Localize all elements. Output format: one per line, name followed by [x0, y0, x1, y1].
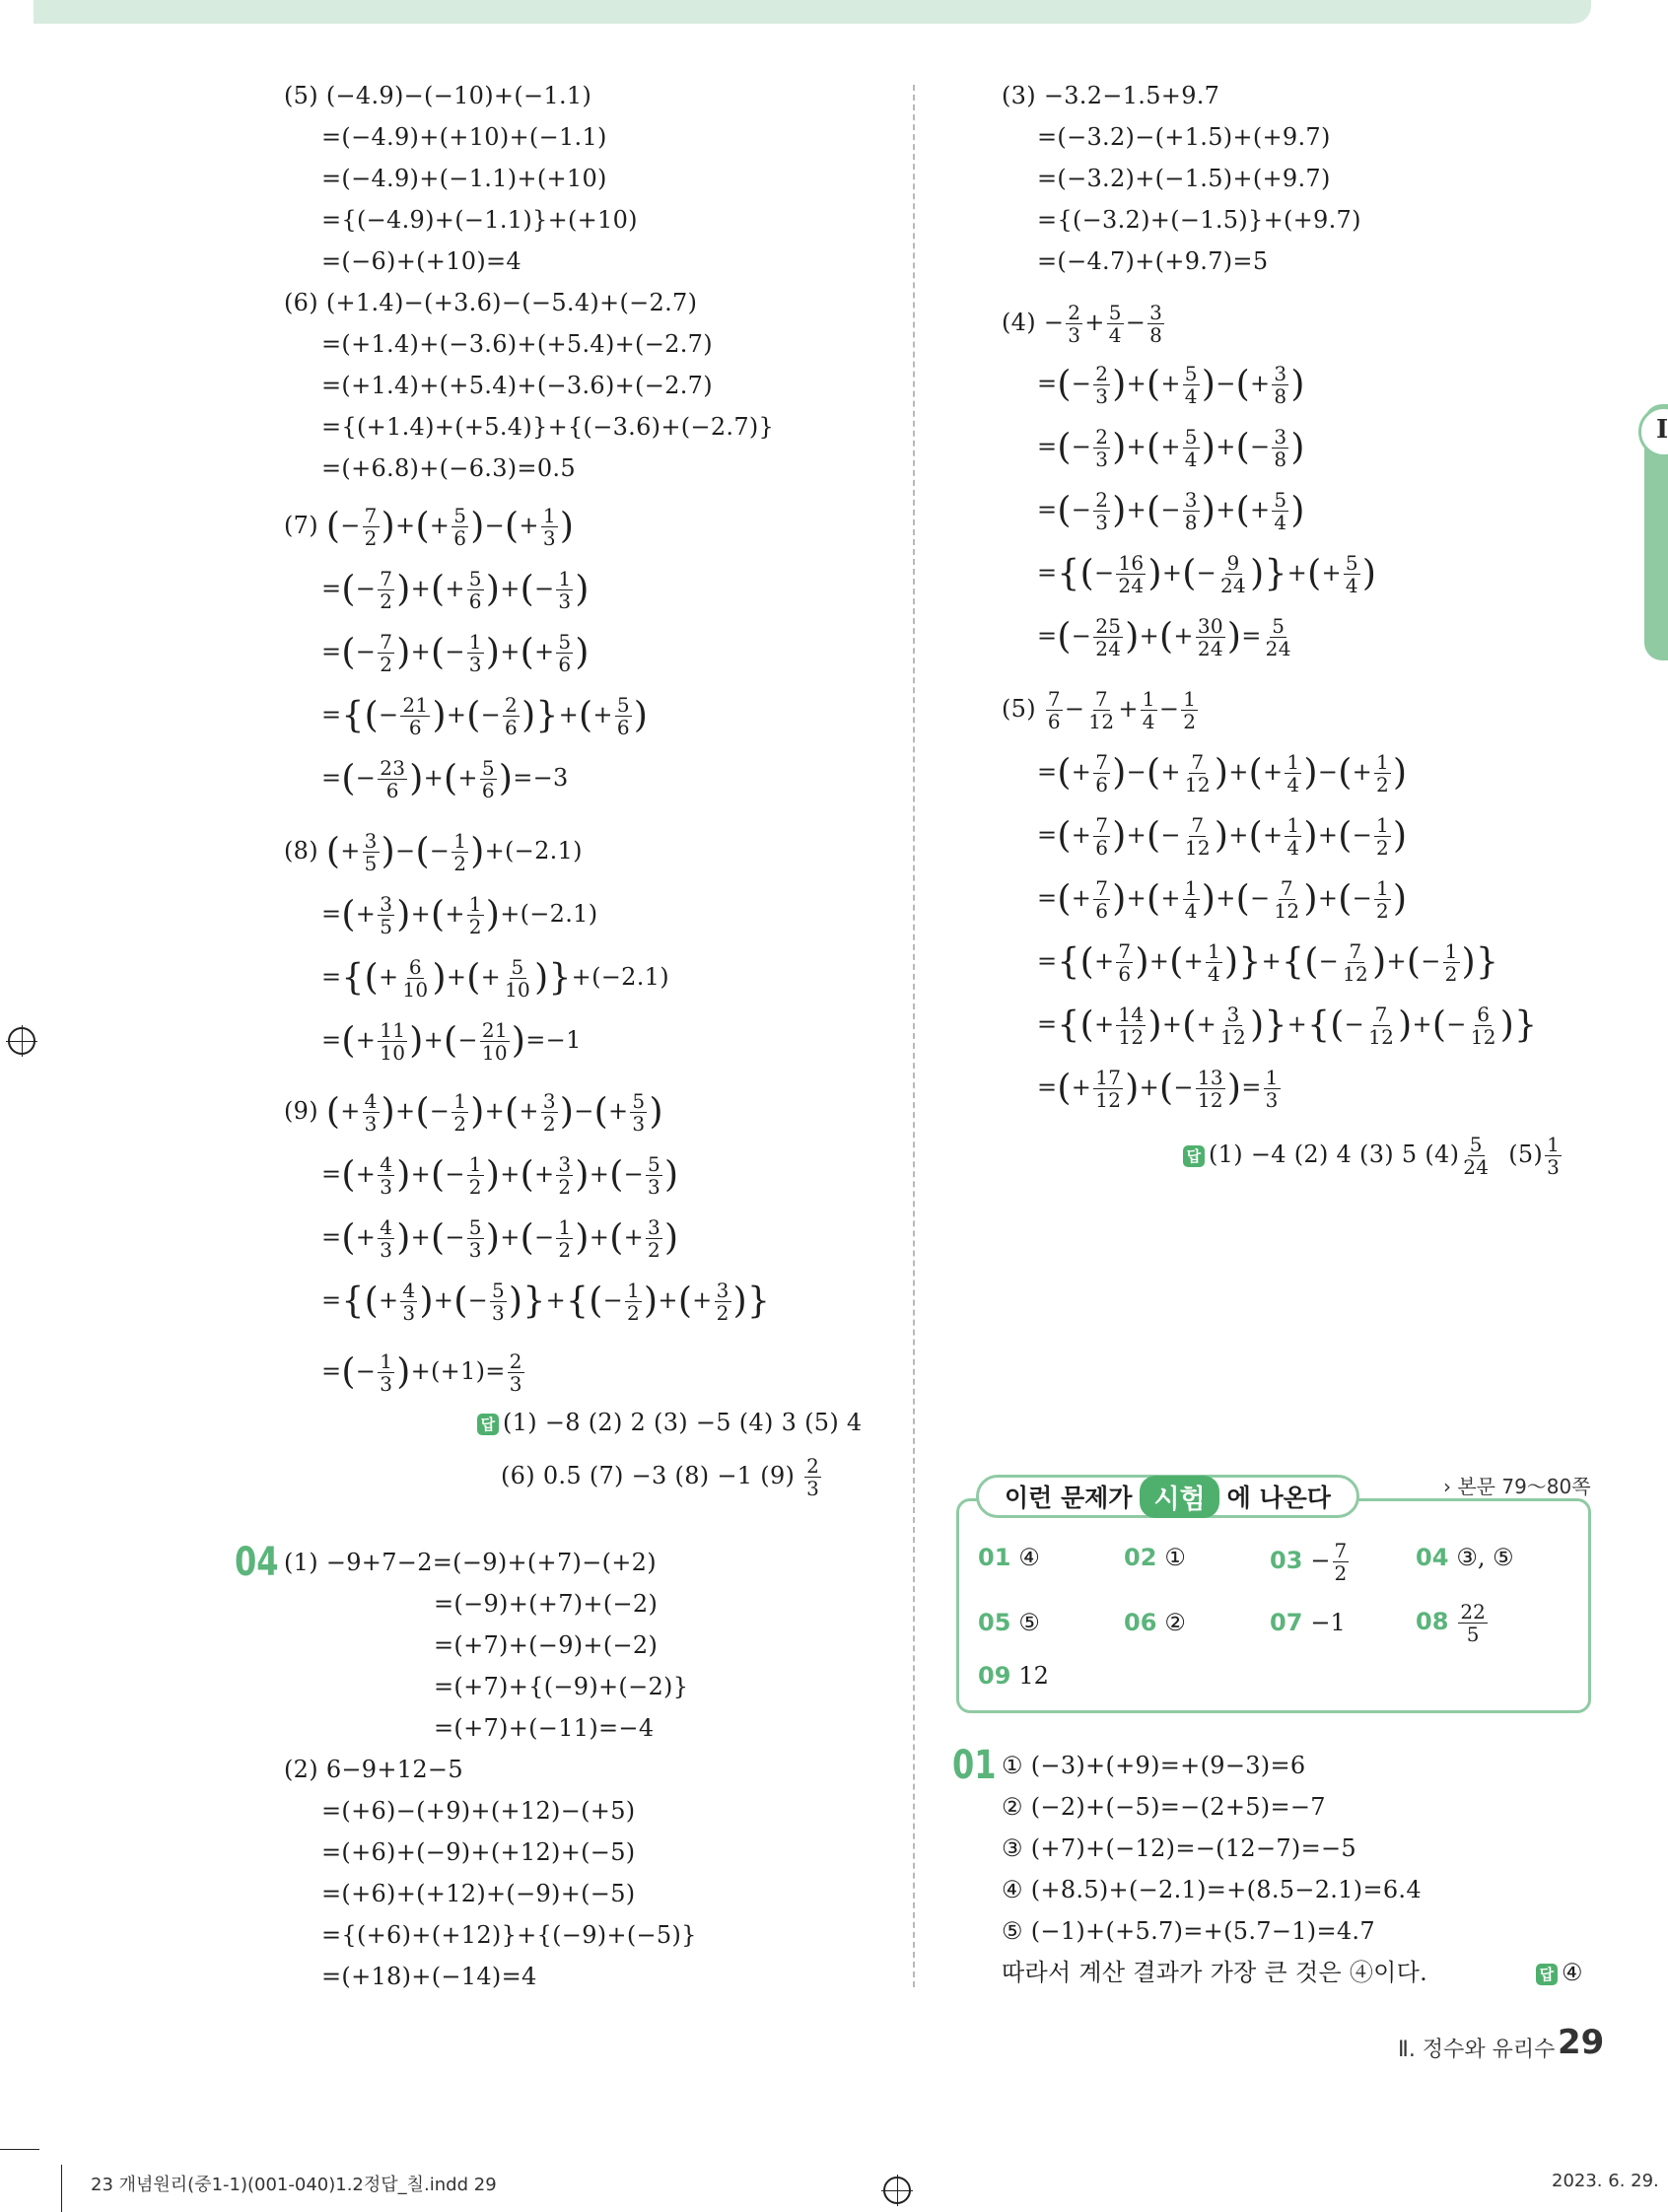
crop-mark	[0, 2149, 39, 2150]
exam-item-number: 04	[1416, 1544, 1449, 1571]
q04-p1-line-4: =(+7)+(−11)=−4	[434, 1714, 655, 1742]
ans9-num: 2	[806, 1454, 820, 1478]
right-p3-line-1: =(−3.2)−(+1.5)+(+9.7)	[1037, 123, 1331, 151]
left-answers-text-2: (6) 0.5 (7) −3 (8) −1 (9)	[501, 1462, 796, 1489]
left-p7-line-2: =(− $\frac{7}{2}$ )+(− $\frac{1}{3}$ )+(+ $\frac{5}{6}$ )	[321, 630, 590, 676]
exam-item-number: 08	[1416, 1608, 1449, 1635]
answer-icon: 답	[1183, 1145, 1205, 1167]
p4-label: (4)	[1002, 309, 1036, 336]
q01-number: 01	[952, 1743, 997, 1788]
left-p7-line-3: ={(− $\frac{21}{6}$ )+(− $\frac{2}{6}$ )}+(+ $\frac{5}{6}$ )	[321, 693, 649, 739]
right-p5-line-2: =(+ $\frac{7}{6}$ )+(− $\frac{7}{12}$ )+(+ $\frac{1}{4}$ )+(− $\frac{1}{2}$ )	[1037, 813, 1408, 860]
left-p6-line-3: ={(+1.4)+(+5.4)}+{(−3.6)+(−2.7)}	[321, 413, 775, 441]
right-p4-line-4: ={(− $\frac{16}{24}$ )+(− $\frac{9}{24}$ )}+(+ $\frac{5}{4}$ )	[1037, 551, 1377, 597]
left-p5-line-2: =(−4.9)+(−1.1)+(+10)	[321, 165, 607, 192]
left-p9-line-1: =(+ $\frac{4}{3}$ )+(− $\frac{1}{2}$ )+(+ $\frac{3}{2}$ )+(− $\frac{5}{3}$ )	[321, 1152, 679, 1199]
left-p8-line-0: (8) (+ $\frac{3}{5}$ )−(− $\frac{1}{2}$ )+(−2.1)	[284, 829, 583, 875]
exam-item	[1270, 1609, 1346, 1636]
q04-p1-line-1: =(−9)+(+7)+(−2)	[434, 1590, 659, 1618]
exam-item: 03 − $\frac{7}{2}$	[1270, 1539, 1348, 1585]
exam-item-answer: ④	[1018, 1544, 1040, 1571]
exam-ref-text: 본문 79～80쪽	[1457, 1475, 1591, 1498]
exam-item-answer: ②	[1164, 1609, 1186, 1636]
exam-item-number: 01	[978, 1544, 1011, 1571]
slug-filename: 23 개념원리(중1-1)(001-040)1.2정답_칠.indd 29	[91, 2175, 497, 2195]
footer-chapter: Ⅱ. 정수와 유리수	[1398, 2038, 1556, 2062]
right-p4-line-1: =(− $\frac{2}{3}$ )+(+ $\frac{5}{4}$ )−(+ $\frac{3}{8}$ )	[1037, 362, 1305, 408]
exam-item-number: 05	[978, 1609, 1011, 1636]
left-p9-line-0: (9) (+ $\frac{4}{3}$ )+(− $\frac{1}{2}$ )+(+ $\frac{3}{2}$ )−(+ $\frac{5}{3}$ )	[284, 1089, 663, 1136]
right-p3-line-0: (3) −3.2−1.5+9.7	[1002, 82, 1220, 109]
q04-p1-line-3: =(+7)+{(−9)+(−2)}	[434, 1673, 689, 1700]
q04-p2-line-1: =(+6)−(+9)+(+12)−(+5)	[321, 1797, 636, 1825]
left-p6-line-1: =(+1.4)+(−3.6)+(+5.4)+(−2.7)	[321, 330, 713, 358]
right-p4-line-3: =(− $\frac{2}{3}$ )+(− $\frac{3}{8}$ )+(+ $\frac{5}{4}$ )	[1037, 488, 1305, 534]
q01-line-3: ④ (+8.5)+(−2.1)=+(8.5−2.1)=6.4	[1002, 1876, 1422, 1903]
chapter-tab-label: I	[1656, 415, 1668, 445]
exam-item	[1124, 1609, 1186, 1636]
left-p8-line-1: =(+ $\frac{3}{5}$ )+(+ $\frac{1}{2}$ )+(−2.1)	[321, 892, 598, 938]
exam-item: 08 $\frac{22}{5}$	[1416, 1600, 1486, 1646]
exam-item-number: 07	[1270, 1609, 1303, 1636]
q04-p2-line-2: =(+6)+(−9)+(+12)+(−5)	[321, 1838, 636, 1866]
p7-label: (7)	[284, 512, 318, 539]
top-color-band	[34, 0, 1591, 24]
right-p5-line-6: =(+ $\frac{17}{12}$ )+(− $\frac{13}{12}$ )= $\frac{1}{3}$	[1037, 1066, 1279, 1112]
exam-title	[976, 1475, 1359, 1518]
exam-item-number: 03	[1270, 1547, 1303, 1574]
ans9-den: 3	[806, 1477, 820, 1500]
p8-label: (8)	[284, 837, 318, 864]
left-p5-line-0: (5) (−4.9)−(−10)+(−1.1)	[284, 82, 592, 109]
left-p7-line-4: =(− $\frac{23}{6}$ )+(+ $\frac{5}{6}$ )=−3	[321, 756, 569, 802]
answer-icon: 답	[1536, 1964, 1558, 1985]
chevron-right-icon: ›	[1443, 1475, 1451, 1498]
p5-label: (5)	[1002, 695, 1036, 723]
q01-answer-value: ④	[1562, 1959, 1583, 1986]
right-p5-line-1: =(+ $\frac{7}{6}$ )−(+ $\frac{7}{12}$ )+(+ $\frac{1}{4}$ )−(+ $\frac{1}{2}$ )	[1037, 750, 1408, 796]
p9-tail: +(+1)=	[410, 1357, 506, 1385]
exam-item	[978, 1609, 1040, 1636]
exam-answer-box	[956, 1498, 1591, 1713]
left-answers-row-1	[477, 1406, 863, 1439]
q04-p2-line-3: =(+6)+(+12)+(−9)+(−5)	[321, 1880, 636, 1907]
exam-item-answer: ①	[1164, 1544, 1186, 1571]
left-p9-line-2: =(+ $\frac{4}{3}$ )+(− $\frac{5}{3}$ )+(− $\frac{1}{2}$ )+(+ $\frac{3}{2}$ )	[321, 1215, 679, 1262]
q04-p2-line-4: ={(+6)+(+12)}+{(−9)+(−5)}	[321, 1921, 697, 1949]
exam-item-number: 09	[978, 1662, 1011, 1690]
exam-page-ref	[1443, 1471, 1591, 1499]
right-answers-row: 답 (1) −4 (2) 4 (3) 5 (4) $\frac{5}{24}$ (5) $\frac{1}{3}$	[1183, 1134, 1564, 1178]
registration-mark-icon	[8, 1027, 35, 1055]
right-answers-text: (1) −4 (2) 4 (3) 5 (4)	[1209, 1141, 1460, 1168]
left-p5-line-3: ={(−4.9)+(−1.1)}+(+10)	[321, 206, 638, 234]
answer-icon: 답	[477, 1414, 499, 1435]
q01-line-4: ⑤ (−1)+(+5.7)=+(5.7−1)=4.7	[1002, 1917, 1375, 1945]
exam-item	[978, 1544, 1040, 1571]
exam-item	[1416, 1544, 1514, 1571]
slug-date: 2023. 6. 29.	[1552, 2171, 1659, 2191]
exam-title-pre: 이런 문제가	[1005, 1484, 1133, 1512]
q01-line-1: ② (−2)+(−5)=−(2+5)=−7	[1002, 1793, 1326, 1821]
exam-item-answer: 12	[1018, 1662, 1049, 1690]
left-answers-row-2	[501, 1455, 823, 1499]
left-p6-line-0: (6) (+1.4)−(+3.6)−(−5.4)+(−2.7)	[284, 289, 698, 316]
column-divider	[913, 85, 915, 1987]
right-p5-line-5: ={(+ $\frac{14}{12}$ )+(+ $\frac{3}{12}$ )}+{(− $\frac{7}{12}$ )+(− $\frac{6}{12}$ )}	[1037, 1002, 1538, 1049]
right-p5-line-3: =(+ $\frac{7}{6}$ )+(+ $\frac{1}{4}$ )+(− $\frac{7}{12}$ )+(− $\frac{1}{2}$ )	[1037, 876, 1408, 923]
q04-p1-line-2: =(+7)+(−9)+(−2)	[434, 1631, 659, 1659]
exam-item-answer: −1	[1310, 1609, 1346, 1636]
left-p5-line-4: =(−6)+(+10)=4	[321, 247, 521, 275]
right-p5-line-0: (5) $\frac{7}{6}$ − $\frac{7}{12}$ + $\frac{1}{4}$ − $\frac{1}{2}$	[1002, 687, 1197, 733]
q04-number: 04	[235, 1540, 279, 1585]
left-answers-text-1: (1) −8 (2) 2 (3) −5 (4) 3 (5) 4	[503, 1409, 863, 1436]
page-number: 29	[1558, 2023, 1605, 2062]
p8-tail: +(−2.1)	[484, 837, 583, 864]
registration-mark-icon	[883, 2177, 911, 2204]
crop-mark	[61, 2165, 62, 2212]
left-p7-line-1: =(− $\frac{7}{2}$ )+(+ $\frac{5}{6}$ )+(− $\frac{1}{3}$ )	[321, 567, 590, 613]
exam-item-number: 06	[1124, 1609, 1157, 1636]
left-p7-line-0: (7) (− $\frac{7}{2}$ )+(+ $\frac{5}{6}$ )−(+ $\frac{1}{3}$ )	[284, 504, 575, 550]
right-p3-line-2: =(−3.2)+(−1.5)+(+9.7)	[1037, 165, 1331, 192]
right-answers-mid: (5)	[1508, 1141, 1544, 1168]
q04-p2-line-0: (2) 6−9+12−5	[284, 1756, 463, 1783]
left-p6-line-4: =(+6.8)+(−6.3)=0.5	[321, 454, 576, 482]
p9-label: (9)	[284, 1097, 318, 1125]
right-p3-line-3: ={(−3.2)+(−1.5)}+(+9.7)	[1037, 206, 1361, 234]
left-p5-line-1: =(−4.9)+(+10)+(−1.1)	[321, 123, 607, 151]
left-p9-line-4: =(− $\frac{1}{3}$ )+(+1)= $\frac{2}{3}$	[321, 1349, 522, 1396]
right-p4-line-5: =(− $\frac{25}{24}$ )+(+ $\frac{30}{24}$ )= $\frac{5}{24}$	[1037, 614, 1291, 660]
right-p4-line-0: (4) − $\frac{2}{3}$ + $\frac{5}{4}$ − $\frac{3}{8}$	[1002, 301, 1163, 347]
left-p6-line-2: =(+1.4)+(+5.4)+(−3.6)+(−2.7)	[321, 372, 713, 399]
exam-title-badge: 시험	[1140, 1476, 1218, 1518]
exam-item-answer: ⑤	[1018, 1609, 1040, 1636]
q04-p1-line-0: (1) −9+7−2=(−9)+(+7)−(+2)	[284, 1549, 657, 1576]
p8-result: =−1	[525, 1026, 582, 1054]
right-p4-line-2: =(− $\frac{2}{3}$ )+(+ $\frac{5}{4}$ )+(− $\frac{3}{8}$ )	[1037, 425, 1305, 471]
p7-result: =−3	[513, 764, 569, 792]
right-p5-line-4: ={(+ $\frac{7}{6}$ )+(+ $\frac{1}{4}$ )}+{(− $\frac{7}{12}$ )+(− $\frac{1}{2}$ )}	[1037, 939, 1499, 986]
q01-conclusion: 따라서 계산 결과가 가장 큰 것은 ④이다.	[1002, 1959, 1428, 1986]
q01-line-0: ① (−3)+(+9)=+(9−3)=6	[1002, 1752, 1306, 1779]
left-p8-line-3: =(+ $\frac{11}{10}$ )+(− $\frac{21}{10}$ )=−1	[321, 1018, 582, 1065]
q01-line-2: ③ (+7)+(−12)=−(12−7)=−5	[1002, 1834, 1356, 1862]
exam-item	[1124, 1544, 1186, 1571]
q04-p2-line-5: =(+18)+(−14)=4	[321, 1963, 537, 1990]
exam-item-answer: ③, ⑤	[1456, 1544, 1514, 1571]
left-p8-line-2: ={(+ $\frac{6}{10}$ )+(+ $\frac{5}{10}$ )}+(−2.1)	[321, 955, 669, 1002]
right-p3-line-4: =(−4.7)+(+9.7)=5	[1037, 247, 1269, 275]
exam-item	[978, 1662, 1049, 1690]
q01-answer	[1536, 1956, 1583, 1989]
left-p9-line-3: ={(+ $\frac{4}{3}$ )+(− $\frac{5}{3}$ )}+{(− $\frac{1}{2}$ )+(+ $\frac{3}{2}$ )}	[321, 1279, 771, 1325]
exam-item-number: 02	[1124, 1544, 1157, 1571]
exam-item-answer: −	[1310, 1547, 1331, 1574]
exam-title-post: 에 나온다	[1226, 1484, 1331, 1512]
